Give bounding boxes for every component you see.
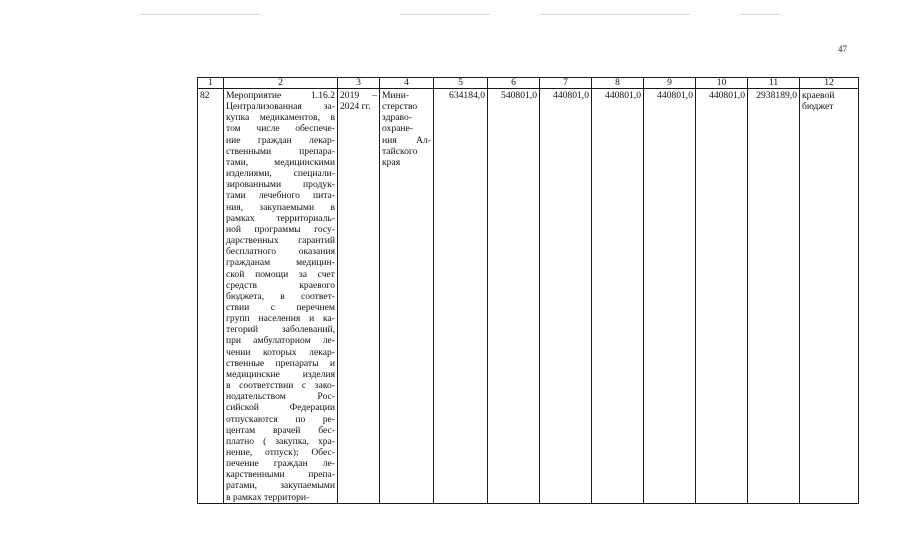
description-line: нение, отпуск); Обес- [226, 447, 335, 458]
amount-cell: 440801,0 [644, 89, 696, 504]
description-line: ственными препара- [226, 145, 335, 157]
description-line: отпускаются по ре- [226, 413, 335, 425]
description-line: сийской Федерации [226, 402, 335, 414]
description-line: платно ( закупка, хра- [226, 435, 335, 447]
scan-artifact [400, 14, 490, 15]
description-line: гражданам медицин- [226, 257, 335, 269]
column-header: 5 [434, 78, 488, 89]
executor-line: тайского [382, 145, 418, 157]
description-line: печение граждан ле- [226, 458, 335, 470]
period-cell [338, 89, 380, 504]
description-line: ратами, закупаемыми [226, 480, 335, 492]
description-line: чении которых лекар- [226, 346, 335, 358]
column-number-row [198, 78, 859, 89]
description-line: тами, медицинскими [226, 156, 335, 168]
description-line: тами лечебного пита- [226, 190, 335, 202]
executor-cell [380, 89, 434, 504]
column-header: 4 [380, 78, 434, 89]
description-line: рамках территориаль- [226, 212, 335, 224]
funding-source-line: бюджет [802, 101, 834, 113]
description-line: бюджета, в соответ- [226, 290, 335, 302]
column-header: 2 [224, 78, 338, 89]
description-line: зированными продук- [226, 179, 335, 191]
executor-line: ния Ал- [382, 134, 431, 146]
executor-line: стерство [382, 101, 418, 113]
column-header: 10 [696, 78, 748, 89]
description-line: в рамках территори- [226, 491, 310, 503]
description-line: изделиями, специали- [226, 168, 335, 180]
description-line: в соответствии с зако- [226, 380, 335, 392]
column-header: 1 [198, 78, 224, 89]
amount-cell: 440801,0 [540, 89, 592, 504]
column-header: 6 [488, 78, 540, 89]
description-line: том числе обеспече- [226, 123, 335, 135]
amount-cell: 440801,0 [592, 89, 644, 504]
executor-line: охране- [382, 123, 413, 135]
amount-cell: 540801,0 [488, 89, 540, 504]
description-line: ной программы госу- [226, 223, 335, 235]
row-number-cell: 82 [198, 89, 224, 504]
description-line: ской помощи за счет [226, 268, 335, 280]
column-header: 8 [592, 78, 644, 89]
column-header: 7 [540, 78, 592, 89]
description-line: тегорий заболеваний, [226, 324, 335, 336]
funding-source-cell [800, 89, 859, 504]
period-line: 2024 гг. [340, 101, 371, 113]
total-amount-cell: 2938189,0 [748, 89, 800, 504]
period-line: 2019 – [340, 90, 377, 101]
description-line: бесплатного оказания [226, 246, 335, 258]
column-header: 11 [748, 78, 800, 89]
description-cell [224, 89, 338, 504]
description-line: ния, закупаемыми в [226, 201, 335, 213]
funding-source-line: краевой [802, 90, 835, 101]
page-number: 47 [838, 44, 847, 54]
program-table [197, 77, 859, 504]
amount-cell: 634184,0 [434, 89, 488, 504]
scan-artifact [540, 14, 690, 15]
executor-line: здраво- [382, 112, 413, 124]
description-line: ственные препараты и [226, 357, 335, 369]
scan-artifact [140, 14, 260, 15]
description-line: Централизованная за- [226, 101, 335, 113]
description-line: центам врачей бес- [226, 424, 335, 436]
description-line: нодательством Рос- [226, 391, 335, 403]
executor-line: края [382, 156, 401, 168]
description-line: Мероприятие 1.16.2 [226, 90, 335, 101]
description-line: купка медикаментов, в [226, 112, 335, 124]
column-header: 12 [800, 78, 859, 89]
description-line: групп населения и ка- [226, 313, 335, 325]
column-header: 3 [338, 78, 380, 89]
scan-artifact [740, 14, 780, 15]
description-line: средств краевого [226, 279, 335, 291]
description-line: при амбулаторном ле- [226, 335, 335, 347]
table-row [198, 89, 859, 504]
description-line: ние граждан лекар- [226, 134, 335, 146]
description-line: медицинские изделия [226, 368, 335, 380]
executor-line: Мини- [382, 90, 410, 101]
amount-cell: 440801,0 [696, 89, 748, 504]
description-line: дарственных гарантий [226, 235, 335, 247]
description-line: ствии с перечнем [226, 301, 335, 313]
column-header: 9 [644, 78, 696, 89]
description-line: карственными препа- [226, 469, 335, 481]
